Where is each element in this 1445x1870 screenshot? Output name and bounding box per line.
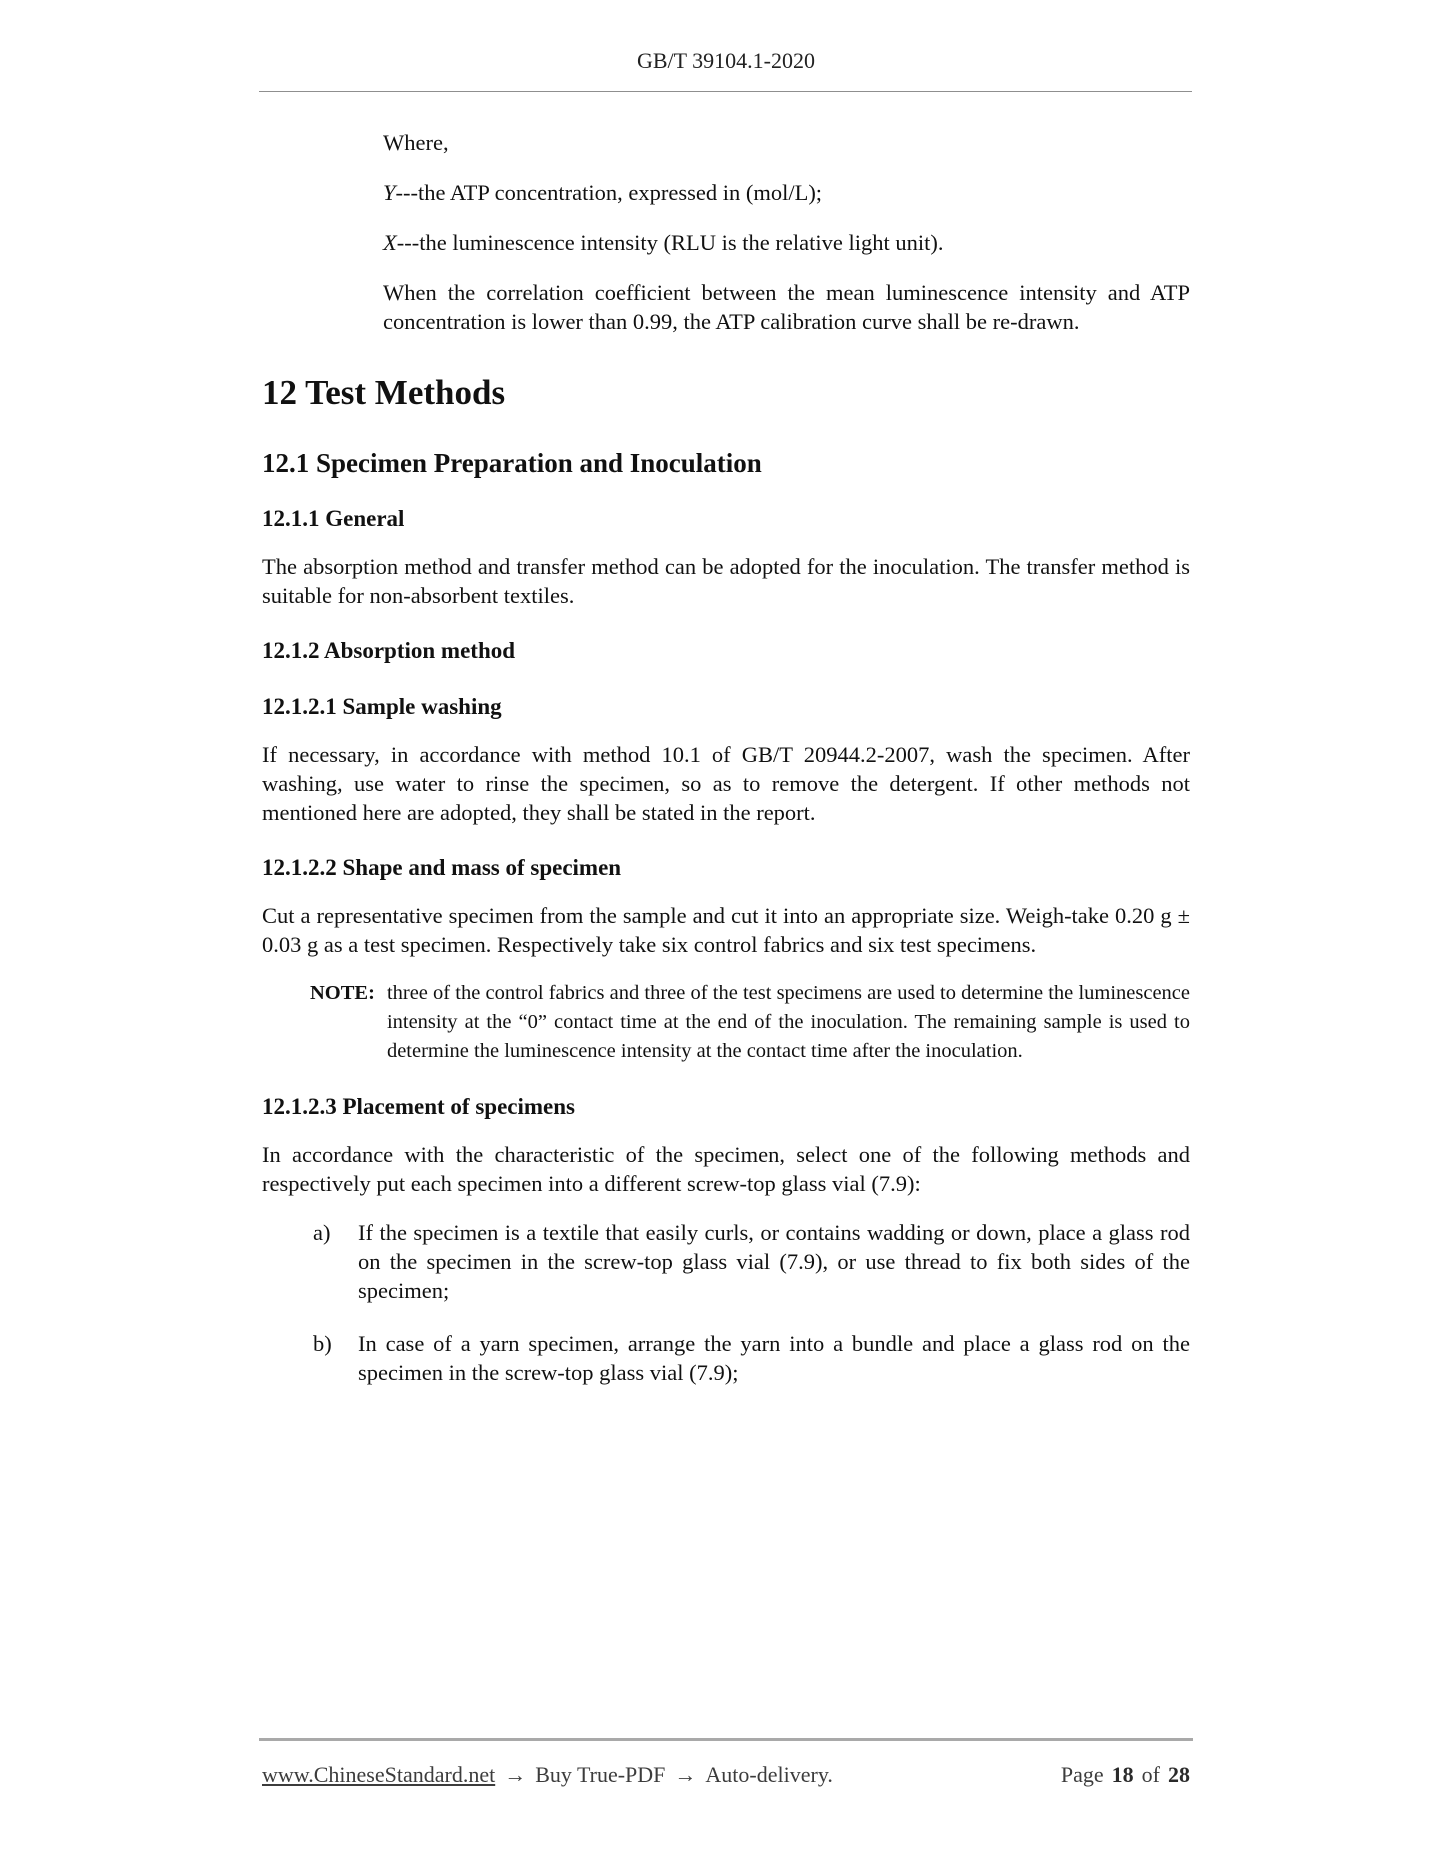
para-shape-and-mass: Cut a representative specimen from the sample and cut it into an appropriate size. Weigh-take 0.20 g ± 0.03 g as a test specimen. Respectively take six control fabrics and six test specimens.: [262, 903, 1190, 957]
variable-x: X: [383, 230, 397, 255]
note-block: [310, 979, 1190, 1066]
definition-y: [383, 178, 1190, 208]
footer-divider: [259, 1738, 1193, 1741]
para-correlation: When the correlation coefficient between the mean luminescence intensity and ATP concentration is lower than 0.99, the ATP calibration curve shall be re-drawn.: [383, 280, 1190, 334]
heading-sample-washing: 12.1.2.1 Sample washing: [262, 694, 502, 719]
heading-general: 12.1.1 General: [262, 506, 405, 531]
para-general: The absorption method and transfer method can be adopted for the inoculation. The transfer method is suitable for non-absorbent textiles.: [262, 554, 1190, 608]
document-content: [262, 118, 1190, 1387]
definition-x-text: ---the luminescence intensity (RLU is the relative light unit).: [396, 230, 944, 255]
buy-true-pdf-label: Buy True-PDF: [535, 1762, 666, 1787]
arrow-icon: →: [504, 1762, 527, 1787]
page-total: 28: [1168, 1762, 1190, 1787]
auto-delivery-label: Auto-delivery.: [705, 1762, 833, 1787]
list-item-b: [313, 1329, 1190, 1387]
site-link[interactable]: www.ChineseStandard.net: [262, 1762, 496, 1787]
heading-shape-and-mass: 12.1.2.2 Shape and mass of specimen: [262, 855, 622, 880]
note-text: three of the control fabrics and three of the test specimens are used to determine the luminescence intensity at the “0” contact time at the end of the inoculation. The remaining sample is used to determine the luminescence intensity at the contact time after the inoculation.: [386, 982, 1190, 1062]
page-current: 18: [1111, 1762, 1134, 1787]
arrow-icon: →: [674, 1762, 697, 1787]
footer-left: [262, 1758, 833, 1792]
subsection-heading-specimen-preparation: 12.1 Specimen Preparation and Inoculation: [262, 448, 762, 478]
document-footer: [262, 1758, 1190, 1792]
header-divider: [259, 91, 1192, 92]
list-item-b-label: b): [313, 1331, 332, 1356]
heading-absorption-method: 12.1.2 Absorption method: [262, 638, 516, 663]
para-sample-washing: If necessary, in accordance with method 10.1 of GB/T 20944.2-2007, wash the specimen. After washing, use water to rinse the specimen, so as to remove the detergent. If other methods not mentioned here are adopted, they shall be stated in the report.: [262, 742, 1190, 825]
doc-number: GB/T 39104.1-2020: [636, 48, 816, 73]
section-heading-test-methods: 12 Test Methods: [262, 373, 506, 412]
list-item-b-text: In case of a yarn specimen, arrange the yarn into a bundle and place a glass rod on the specimen in the screw-top glass vial (7.9);: [358, 1331, 1190, 1385]
document-header: [262, 48, 1190, 74]
list-item-a-label: a): [313, 1220, 331, 1245]
page-indicator: [1061, 1758, 1190, 1792]
definition-x: [383, 228, 1190, 258]
of-label: of: [1141, 1762, 1160, 1787]
definition-y-text: ---the ATP concentration, expressed in (mol/L);: [395, 180, 823, 205]
para-placement: In accordance with the characteristic of the specimen, select one of the following methods and respectively put each specimen into a different screw-top glass vial (7.9):: [262, 1142, 1190, 1196]
variable-y: Y: [383, 180, 396, 205]
where-label: Where,: [383, 130, 449, 155]
page-label: Page: [1060, 1762, 1104, 1787]
heading-placement-of-specimens: 12.1.2.3 Placement of specimens: [262, 1094, 575, 1119]
list-item-a-text: If the specimen is a textile that easily curls, or contains wadding or down, place a glass rod on the specimen in the screw-top glass vial (7.9), or use thread to fix both sides of the specimen;: [358, 1220, 1190, 1303]
list-item-a: [313, 1218, 1190, 1305]
note-label: NOTE:: [310, 982, 375, 1004]
